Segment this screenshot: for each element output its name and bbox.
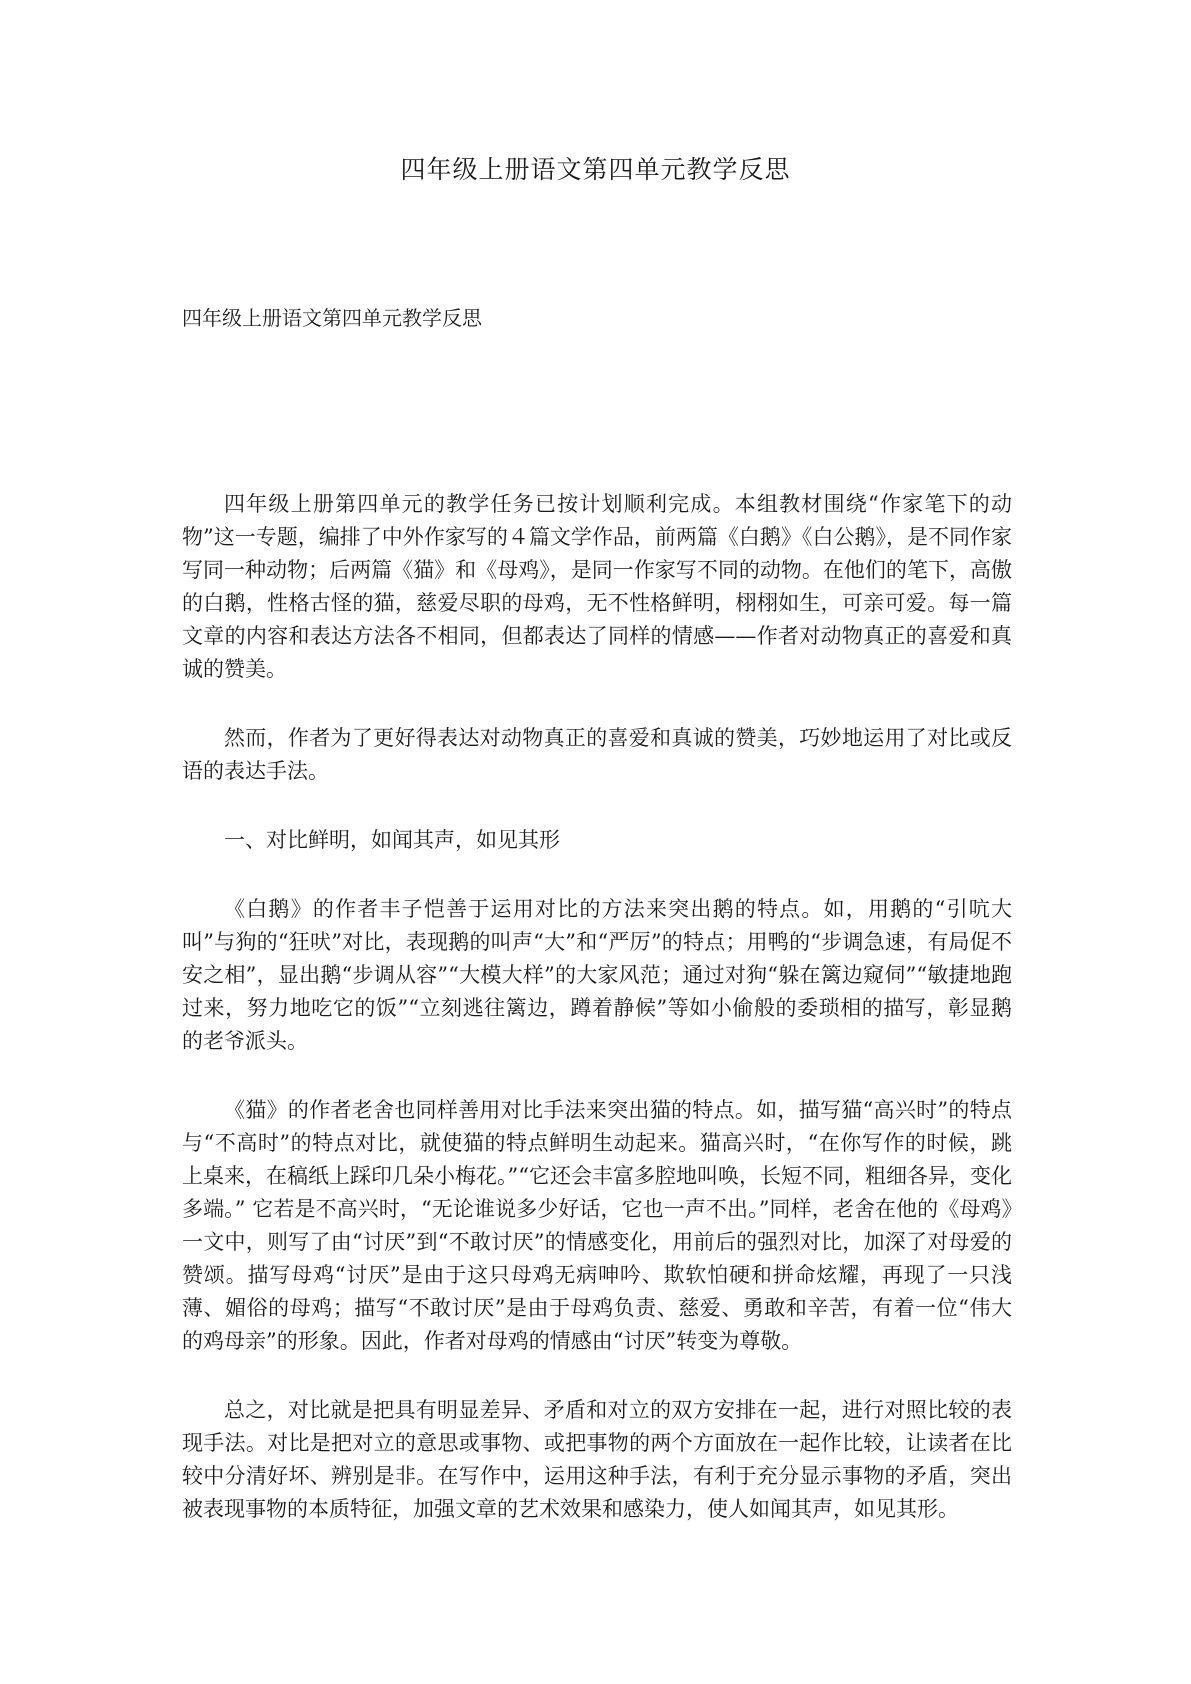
paragraph-cat-hen: 《猫》的作者老舍也同样善用对比手法来突出猫的特点。如，描写猫“高兴时”的特点与“不高时”的特点对比，就使猫的特点鲜明生动起来。猫高兴时，“在你写作的时候，跳上桌来，在稿纸上踩印几朵小梅花。”“它还会丰富多腔地叫唤，长短不同，粗细各异，变化多端。” 它若是不高兴时，“无论谁说多少好话，它也一声不出。”同样，老舍在他的《母鸡》一文中，则写了由“讨厌”到“不敢讨厌”的情感变化，用前后的强烈对比，加深了对母爱的赞颂。描写母鸡“讨厌”是由于这只母鸡无病呻吟、欺软怕硬和拼命炫耀，再现了一只浅薄、媚俗的母鸡；描写“不敢讨厌”是由于母鸡负责、慈爱、勇敢和辛苦，有着一位“伟大的鸡母亲”的形象。因此，作者对母鸡的情感由“讨厌”转变为尊敬。 — [182, 1098, 1012, 1353]
document-subtitle: 四年级上册语文第四单元教学反思 — [182, 306, 482, 330]
paragraph-summary: 总之，对比就是把具有明显差异、矛盾和对立的双方安排在一起，进行对照比较的表现手法。对比是把对立的意思或事物、或把事物的两个方面放在一起作比较，让读者在比较中分清好坏、辨别是非。在写作中，运用这种手法，有利于充分显示事物的矛盾，突出被表现事物的本质特征，加强文章的艺术效果和感染力，使人如闻其声，如见其形。 — [182, 1398, 1012, 1521]
paragraph-technique: 然而，作者为了更好得表达对动物真正的喜爱和真诚的赞美，巧妙地运用了对比或反语的表达手法。 — [182, 726, 1012, 783]
section-heading: 一、对比鲜明，如闻其声，如见其形 — [224, 828, 560, 852]
document-title: 四年级上册语文第四单元教学反思 — [400, 155, 791, 184]
paragraph-white-goose: 《白鹅》的作者丰子恺善于运用对比的方法来突出鹅的特点。如，用鹅的“引吭大叫”与狗的“狂吠”对比，表现鹅的叫声“大”和“严厉”的特点；用鸭的“步调急速，有局促不安之相”，显出鹅“步调从容”“大模大样”的大家风范；通过对狗“躲在篱边窥伺”“敏捷地跑过来，努力地吃它的饭”“立刻逃往篱边，蹲着静候”等如小偷般的委琐相的描写，彰显鹅的老爷派头。 — [182, 897, 1012, 1053]
paragraph-intro: 四年级上册第四单元的教学任务已按计划顺利完成。本组教材围绕“作家笔下的动物”这一专题，编排了中外作家写的４篇文学作品，前两篇《白鹅》《白公鹅》，是不同作家写同一种动物；后两篇《猫》和《母鸡》，是同一作家写不同的动物。在他们的笔下，高傲的白鹅，性格古怪的猫，慈爱尽职的母鸡，无不性格鲜明，栩栩如生，可亲可爱。每一篇文章的内容和表达方法各不相同，但都表达了同样的情感——作者对动物真正的喜爱和真诚的赞美。 — [182, 492, 1012, 681]
document-body — [182, 488, 1012, 1562]
